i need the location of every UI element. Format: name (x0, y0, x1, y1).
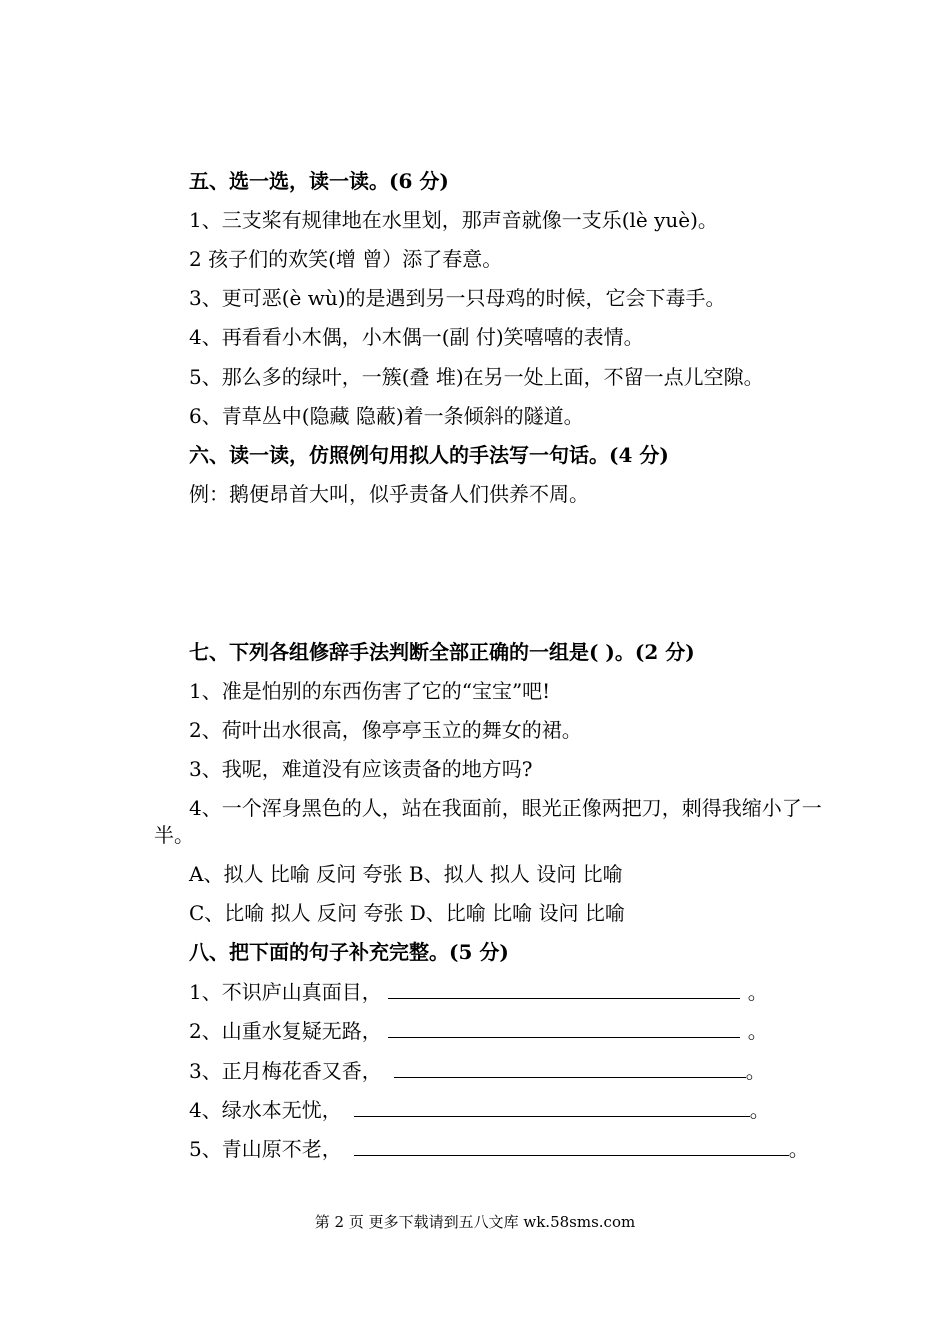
section-5-item-6: 6、青草丛中(隐藏 隐蔽)着一条倾斜的隧道。 (189, 404, 584, 428)
fill-end: 。 (745, 1059, 766, 1083)
fill-line-4 (189, 1098, 770, 1122)
answer-blank[interactable] (388, 1019, 740, 1038)
fill-prompt: 1、不识庐山真面目， (189, 980, 382, 1004)
section-6-title: 六、读一读，仿照例句用拟人的手法写一句话。(4 分) (189, 443, 669, 467)
section-7-title: 七、下列各组修辞手法判断全部正确的一组是( )。(2 分) (189, 640, 695, 664)
answer-blank[interactable] (394, 1059, 746, 1078)
fill-end: 。 (788, 1137, 809, 1161)
section-7-item-3: 3、我呢，难道没有应该责备的地方吗? (189, 757, 533, 781)
section-8-title: 八、把下面的句子补充完整。(5 分) (189, 940, 509, 964)
section-7-option-cd: C、比喻 拟人 反问 夸张 D、比喻 比喻 设问 比喻 (189, 901, 625, 925)
fill-end: 。 (747, 980, 768, 1004)
section-7-item-4: 4、一个浑身黑色的人，站在我面前，眼光正像两把刀，刺得我缩小了一半。 (154, 796, 822, 847)
fill-prompt: 5、青山原不老， (189, 1137, 342, 1161)
section-5-item-4: 4、再看看小木偶，小木偶一(副 付)笑嘻嘻的表情。 (189, 325, 644, 349)
section-7-item-2: 2、荷叶出水很高，像亭亭玉立的舞女的裙。 (189, 718, 582, 742)
section-5-item-3: 3、更可恶(è wù)的是遇到另一只母鸡的时候，它会下毒手。 (189, 286, 726, 310)
answer-blank[interactable] (388, 980, 740, 999)
answer-blank[interactable] (354, 1098, 750, 1117)
fill-prompt: 3、正月梅花香又香， (189, 1059, 382, 1083)
fill-line-3 (189, 1059, 766, 1083)
fill-end: 。 (749, 1098, 770, 1122)
section-5-item-5: 5、那么多的绿叶，一簇(叠 堆)在另一处上面，不留一点儿空隙。 (189, 365, 764, 389)
section-5-item-1: 1、三支桨有规律地在水里划，那声音就像一支乐(lè yuè)。 (189, 208, 718, 232)
section-7-item-1: 1、准是怕别的东西伤害了它的“宝宝”吧! (189, 679, 551, 703)
page-footer: 第 2 页 更多下载请到五八文库 wk.58sms.com (314, 1213, 636, 1231)
fill-line-2 (189, 1019, 768, 1043)
fill-line-1 (189, 980, 768, 1004)
answer-blank[interactable] (354, 1137, 789, 1156)
fill-prompt: 4、绿水本无忧， (189, 1098, 342, 1122)
fill-end: 。 (747, 1019, 768, 1043)
section-5-title: 五、选一选，读一读。(6 分) (189, 169, 449, 193)
section-5-item-2: 2 孩子们的欢笑(增 曾）添了春意。 (189, 247, 503, 271)
section-6-example: 例：鹅便昂首大叫，似乎责备人们供养不周。 (189, 482, 589, 506)
fill-line-5 (189, 1137, 809, 1161)
section-7-option-ab: A、拟人 比喻 反问 夸张 B、拟人 拟人 设问 比喻 (189, 862, 623, 886)
fill-prompt: 2、山重水复疑无路， (189, 1019, 382, 1043)
